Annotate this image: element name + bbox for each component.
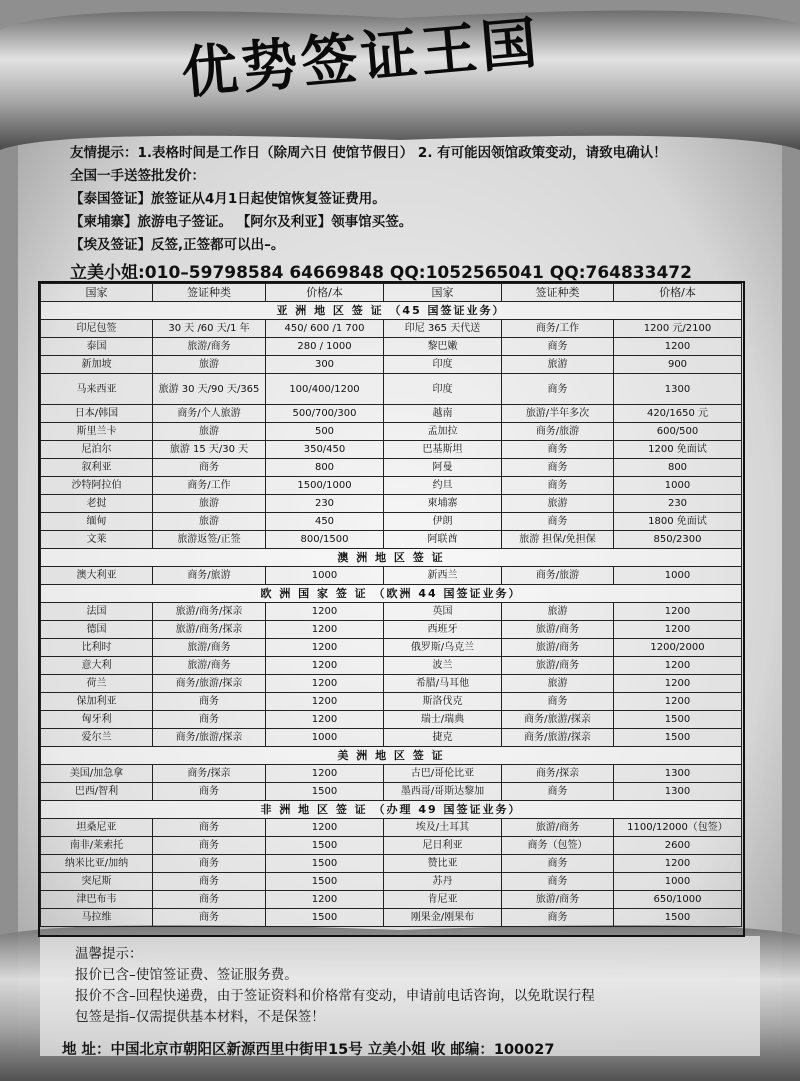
table-cell: 商务 xyxy=(502,909,614,927)
table-cell: 波兰 xyxy=(384,657,502,675)
table-cell: 斯里兰卡 xyxy=(41,423,153,441)
table-row xyxy=(41,909,742,927)
table-cell: 商务 xyxy=(502,374,614,405)
table-cell: 尼泊尔 xyxy=(41,441,153,459)
table-cell: 阿联酋 xyxy=(384,531,502,549)
footer-line: 包签是指–仅需提供基本材料，不是保签！ xyxy=(75,1009,325,1025)
table-cell: 荷兰 xyxy=(41,675,153,693)
footer-notes xyxy=(75,944,595,1028)
table-cell: 商务/个人旅游 xyxy=(153,405,266,423)
table-cell: 旅游 担保/免担保 xyxy=(502,531,614,549)
table-cell: 100/400/1200 xyxy=(266,374,384,405)
table-cell: 1000 xyxy=(614,567,742,585)
table-cell: 伊朗 xyxy=(384,513,502,531)
table-cell: 1200 xyxy=(266,675,384,693)
table-cell: 叙利亚 xyxy=(41,459,153,477)
table-cell: 1300 xyxy=(614,765,742,783)
table-row xyxy=(41,765,742,783)
table-cell: 800/1500 xyxy=(266,531,384,549)
table-cell: 老挝 xyxy=(41,495,153,513)
table-cell: 1100/12000（包签） xyxy=(614,819,742,837)
table-cell: 30 天 /60 天/1 年 xyxy=(153,320,266,338)
table-cell: 1200 xyxy=(614,675,742,693)
table-cell: 旅游 xyxy=(502,356,614,374)
table-cell: 350/450 xyxy=(266,441,384,459)
table-cell: 西班牙 xyxy=(384,621,502,639)
table-cell: 500 xyxy=(266,423,384,441)
table-cell: 旅游/商务 xyxy=(502,639,614,657)
table-cell: 旅游 xyxy=(153,495,266,513)
table-row xyxy=(41,531,742,549)
table-cell: 阿曼 xyxy=(384,459,502,477)
table-cell: 巴西/智利 xyxy=(41,783,153,801)
table-cell: 1200 xyxy=(266,603,384,621)
table-row xyxy=(41,567,742,585)
section-header-row xyxy=(41,585,742,603)
table-cell: 意大利 xyxy=(41,657,153,675)
table-row xyxy=(41,621,742,639)
section-title: 非 洲 地 区 签 证 （办理 49 国签证业务） xyxy=(41,801,742,819)
table-cell: 旅游/商务 xyxy=(502,621,614,639)
table-cell: 匈牙利 xyxy=(41,711,153,729)
table-cell: 商务 xyxy=(153,855,266,873)
table-cell: 沙特阿拉伯 xyxy=(41,477,153,495)
table-cell: 商务 xyxy=(502,513,614,531)
table-cell: 1000 xyxy=(266,567,384,585)
table-cell: 保加利亚 xyxy=(41,693,153,711)
table-cell: 420/1650 元 xyxy=(614,405,742,423)
table-cell: 古巴/哥伦比亚 xyxy=(384,765,502,783)
table-cell: 新西兰 xyxy=(384,567,502,585)
section-header-row xyxy=(41,801,742,819)
table-cell: 1200 xyxy=(614,338,742,356)
table-cell: 商务/旅游/探亲 xyxy=(502,711,614,729)
table-cell: 1000 xyxy=(614,873,742,891)
table-cell: 商务 xyxy=(502,693,614,711)
table-cell: 缅甸 xyxy=(41,513,153,531)
table-cell: 1200 xyxy=(266,657,384,675)
table-cell: 瑞士/瑞典 xyxy=(384,711,502,729)
table-cell: 商务 xyxy=(502,441,614,459)
table-row xyxy=(41,320,742,338)
table-cell: 文莱 xyxy=(41,531,153,549)
footer-line: 温馨提示： xyxy=(75,946,143,962)
table-cell: 450/ 600 /1 700 xyxy=(266,320,384,338)
table-row xyxy=(41,693,742,711)
table-cell: 1500 xyxy=(614,909,742,927)
table-row xyxy=(41,356,742,374)
table-cell: 230 xyxy=(614,495,742,513)
table-cell: 柬埔寨 xyxy=(384,495,502,513)
table-cell: 德国 xyxy=(41,621,153,639)
table-cell: 商务 xyxy=(153,693,266,711)
notice-line: 【泰国签证】旅签证从4月1日起使馆恢复签证费用。 xyxy=(70,191,386,207)
table-cell: 商务 xyxy=(153,873,266,891)
table-cell: 旅游/商务/探亲 xyxy=(153,603,266,621)
page-title: 优势签证王国 xyxy=(178,9,544,107)
table-cell: 1200 免面试 xyxy=(614,441,742,459)
table-cell: 1200 xyxy=(614,693,742,711)
table-row xyxy=(41,873,742,891)
notice-line: 全国一手送签批发价： xyxy=(70,168,205,184)
table-cell: 旅游/商务 xyxy=(502,657,614,675)
contact-line: 立美小姐:010–59798584 64669848 QQ:1052565041 QQ:764833472 xyxy=(70,263,692,283)
column-header: 国家 xyxy=(41,284,153,302)
table-row xyxy=(41,459,742,477)
table-cell: 捷克 xyxy=(384,729,502,747)
table-row xyxy=(41,338,742,356)
table-cell: 1200 xyxy=(614,621,742,639)
table-cell: 刚果金/刚果布 xyxy=(384,909,502,927)
section-header-row xyxy=(41,747,742,765)
table-cell: 南非/莱索托 xyxy=(41,837,153,855)
table-cell: 旅游/商务/探亲 xyxy=(153,621,266,639)
table-cell: 约旦 xyxy=(384,477,502,495)
table-cell: 230 xyxy=(266,495,384,513)
table-cell: 1200 xyxy=(266,693,384,711)
table-cell: 900 xyxy=(614,356,742,374)
section-title: 美 洲 地 区 签 证 xyxy=(41,747,742,765)
table-cell: 1000 xyxy=(614,477,742,495)
table-cell: 俄罗斯/乌克兰 xyxy=(384,639,502,657)
table-cell: 1500 xyxy=(266,783,384,801)
table-cell: 旅游/商务 xyxy=(502,891,614,909)
table-cell: 800 xyxy=(266,459,384,477)
table-cell: 纳米比亚/加纳 xyxy=(41,855,153,873)
table-cell: 爱尔兰 xyxy=(41,729,153,747)
notice-block xyxy=(70,142,770,257)
table-cell: 1500 xyxy=(614,711,742,729)
table-cell: 1200 xyxy=(614,855,742,873)
table-cell: 印尼包签 xyxy=(41,320,153,338)
table-cell: 英国 xyxy=(384,603,502,621)
table-cell: 旅游 30 天/90 天/365 xyxy=(153,374,266,405)
table-row xyxy=(41,891,742,909)
table-cell: 新加坡 xyxy=(41,356,153,374)
table-cell: 1200 xyxy=(266,819,384,837)
table-cell: 商务/旅游/探亲 xyxy=(502,729,614,747)
table-cell: 1200 xyxy=(266,765,384,783)
table-row xyxy=(41,495,742,513)
notice-line: 【埃及签证】反签,正签都可以出–。 xyxy=(70,237,285,253)
table-cell: 旅游/商务 xyxy=(502,819,614,837)
table-row xyxy=(41,405,742,423)
table-cell: 商务 xyxy=(502,873,614,891)
table-cell: 450 xyxy=(266,513,384,531)
table-cell: 300 xyxy=(266,356,384,374)
table-cell: 旅游返签/正签 xyxy=(153,531,266,549)
table-cell: 希腊/马耳他 xyxy=(384,675,502,693)
table-cell: 1500 xyxy=(266,837,384,855)
table-cell: 越南 xyxy=(384,405,502,423)
table-cell: 商务 xyxy=(153,891,266,909)
table-cell: 1200 xyxy=(266,711,384,729)
table-cell: 商务 xyxy=(502,477,614,495)
table-cell: 1200 元/2100 xyxy=(614,320,742,338)
table-row xyxy=(41,513,742,531)
table-cell: 1500 xyxy=(266,873,384,891)
table-cell: 马拉维 xyxy=(41,909,153,927)
notice-line: 【柬埔寨】旅游电子签证。 【阿尔及利亚】领事馆买签。 xyxy=(70,214,413,230)
table-cell: 马来西亚 xyxy=(41,374,153,405)
table-cell: 商务 xyxy=(153,909,266,927)
table-cell: 泰国 xyxy=(41,338,153,356)
table-row xyxy=(41,729,742,747)
table-cell: 1000 xyxy=(266,729,384,747)
table-cell: 旅游/商务 xyxy=(153,338,266,356)
table-cell: 商务/探亲 xyxy=(502,765,614,783)
table-cell: 斯洛伐克 xyxy=(384,693,502,711)
table-cell: 1200 xyxy=(266,639,384,657)
table-cell: 旅游 xyxy=(502,675,614,693)
table-cell: 商务/探亲 xyxy=(153,765,266,783)
table-row xyxy=(41,639,742,657)
section-header-row xyxy=(41,302,742,320)
table-row xyxy=(41,783,742,801)
table-row xyxy=(41,657,742,675)
table-cell: 商务/旅游 xyxy=(502,423,614,441)
table-cell: 商务/工作 xyxy=(153,477,266,495)
table-cell: 尼日利亚 xyxy=(384,837,502,855)
table-cell: 旅游 xyxy=(153,423,266,441)
table-cell: 墨西哥/哥斯达黎加 xyxy=(384,783,502,801)
column-header: 价格/本 xyxy=(266,284,384,302)
table-cell: 商务/旅游/探亲 xyxy=(153,729,266,747)
table-cell: 1500 xyxy=(614,729,742,747)
table-cell: 商务 xyxy=(153,711,266,729)
table-cell: 旅游 xyxy=(502,603,614,621)
table-cell: 1500/1000 xyxy=(266,477,384,495)
table-cell: 澳大利亚 xyxy=(41,567,153,585)
table-cell: 1200 xyxy=(266,891,384,909)
table-cell: 商务 xyxy=(502,855,614,873)
column-header: 签证种类 xyxy=(153,284,266,302)
section-header-row xyxy=(41,549,742,567)
table-cell: 商务 xyxy=(153,783,266,801)
table-row xyxy=(41,374,742,405)
table-row xyxy=(41,855,742,873)
footer-line: 报价已含–使馆签证费、签证服务费。 xyxy=(75,967,298,983)
table-cell: 商务 xyxy=(502,338,614,356)
table-cell: 1200 xyxy=(614,603,742,621)
table-cell: 650/1000 xyxy=(614,891,742,909)
table-cell: 埃及/土耳其 xyxy=(384,819,502,837)
table-row xyxy=(41,837,742,855)
table-cell: 印尼 365 天代送 xyxy=(384,320,502,338)
table-cell: 肯尼亚 xyxy=(384,891,502,909)
table-cell: 1200/2000 xyxy=(614,639,742,657)
table-cell: 800 xyxy=(614,459,742,477)
table-cell: 津巴布韦 xyxy=(41,891,153,909)
table-cell: 商务/工作 xyxy=(502,320,614,338)
table-cell: 1300 xyxy=(614,783,742,801)
table-row xyxy=(41,603,742,621)
table-cell: 旅游/商务 xyxy=(153,657,266,675)
address-line: 地 址：中国北京市朝阳区新源西里中街甲15号 立美小姐 收 邮编：100027 xyxy=(62,1042,555,1058)
table-cell: 黎巴嫩 xyxy=(384,338,502,356)
table-row xyxy=(41,441,742,459)
table-row xyxy=(41,675,742,693)
table-cell: 1200 xyxy=(614,657,742,675)
table-cell: 旅游 xyxy=(153,356,266,374)
table-cell: 美国/加急拿 xyxy=(41,765,153,783)
section-title: 亚 洲 地 区 签 证 （45 国签证业务） xyxy=(41,302,742,320)
table-cell: 1500 xyxy=(266,909,384,927)
table-cell: 280 / 1000 xyxy=(266,338,384,356)
table-cell: 旅游 xyxy=(502,495,614,513)
table-cell: 商务（包签） xyxy=(502,837,614,855)
table-cell: 巴基斯坦 xyxy=(384,441,502,459)
table-cell: 850/2300 xyxy=(614,531,742,549)
column-header: 签证种类 xyxy=(502,284,614,302)
table-cell: 1800 免面试 xyxy=(614,513,742,531)
table-cell: 商务/旅游/探亲 xyxy=(153,675,266,693)
table-cell: 孟加拉 xyxy=(384,423,502,441)
table-cell: 商务 xyxy=(502,459,614,477)
table-cell: 旅游/半年多次 xyxy=(502,405,614,423)
section-title: 欧 洲 国 家 签 证 （欧洲 44 国签证业务） xyxy=(41,585,742,603)
table-header-row xyxy=(41,284,742,302)
notice-line: 友情提示：1.表格时间是工作日（除周六日 使馆节假日） 2. 有可能因领馆政策变动，请致电确认！ xyxy=(70,145,667,161)
table-cell: 旅游 xyxy=(153,513,266,531)
table-cell: 旅游 15 天/30 天 xyxy=(153,441,266,459)
table-row xyxy=(41,819,742,837)
footer-line: 报价不含–回程快递费，由于签证资料和价格常有变动，申请前电话咨询，以免耽误行程 xyxy=(75,988,595,1004)
table-row xyxy=(41,711,742,729)
table-cell: 日本/韩国 xyxy=(41,405,153,423)
table-cell: 印度 xyxy=(384,374,502,405)
section-title: 澳 洲 地 区 签 证 xyxy=(41,549,742,567)
table-cell: 1300 xyxy=(614,374,742,405)
table-cell: 500/700/300 xyxy=(266,405,384,423)
table-cell: 商务 xyxy=(153,837,266,855)
table-cell: 2600 xyxy=(614,837,742,855)
column-header: 价格/本 xyxy=(614,284,742,302)
table-row xyxy=(41,477,742,495)
table-cell: 印度 xyxy=(384,356,502,374)
table-cell: 商务/旅游 xyxy=(153,567,266,585)
table-cell: 商务 xyxy=(502,783,614,801)
table-cell: 1200 xyxy=(266,621,384,639)
table-cell: 坦桑尼亚 xyxy=(41,819,153,837)
table-cell: 商务 xyxy=(153,819,266,837)
table-cell: 商务 xyxy=(153,459,266,477)
column-header: 国家 xyxy=(384,284,502,302)
table-cell: 赞比亚 xyxy=(384,855,502,873)
table-cell: 600/500 xyxy=(614,423,742,441)
table-cell: 商务/旅游 xyxy=(502,567,614,585)
visa-price-table xyxy=(40,283,742,927)
table-cell: 法国 xyxy=(41,603,153,621)
table-cell: 苏丹 xyxy=(384,873,502,891)
table-cell: 旅游/商务 xyxy=(153,639,266,657)
table-row xyxy=(41,423,742,441)
table-cell: 比利时 xyxy=(41,639,153,657)
table-cell: 突尼斯 xyxy=(41,873,153,891)
table-cell: 1500 xyxy=(266,855,384,873)
